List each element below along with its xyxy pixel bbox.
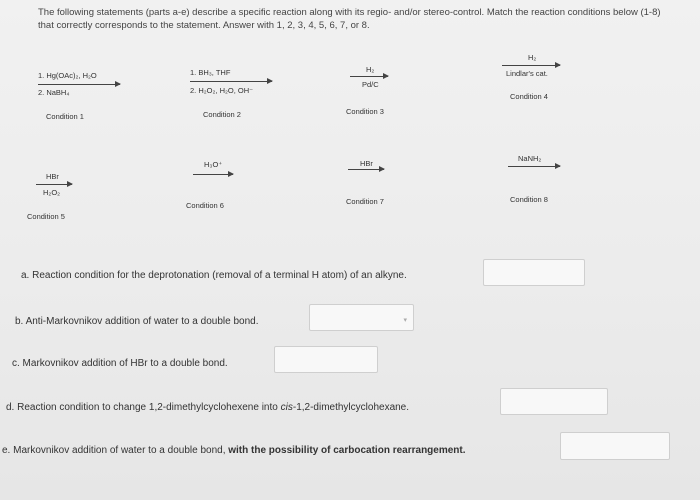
- answer-d-input[interactable]: [500, 388, 608, 415]
- question-d-cis: cis: [280, 402, 293, 413]
- condition-5-reagent-1: HBr: [46, 172, 59, 181]
- condition-3-label: Condition 3: [346, 107, 384, 116]
- condition-4-reagent-2: Lindlar's cat.: [506, 69, 548, 78]
- condition-2-arrow: [190, 81, 272, 82]
- question-b-text: b. Anti-Markovnikov addition of water to a double bond.: [15, 316, 259, 327]
- condition-4-reagent-1: H₂: [528, 53, 537, 62]
- condition-5-label: Condition 5: [27, 212, 65, 221]
- condition-1-label: Condition 1: [46, 112, 84, 121]
- condition-8-reagent-1: NaNH₂: [518, 154, 542, 163]
- condition-2-label: Condition 2: [203, 110, 241, 119]
- condition-3-arrow: [350, 76, 388, 77]
- condition-8-label: Condition 8: [510, 195, 548, 204]
- question-a-text: a. Reaction condition for the deprotonation (removal of a terminal H atom) of an alkyne.: [21, 270, 407, 281]
- question-e-text: [2, 445, 466, 456]
- condition-4-arrow: [502, 65, 560, 66]
- answer-a-input[interactable]: [483, 259, 585, 286]
- condition-6-arrow: [193, 174, 233, 175]
- question-e-part-1: e. Markovnikov addition of water to a double bond,: [2, 445, 229, 456]
- condition-6-reagent-1: H₃O⁺: [204, 160, 223, 169]
- condition-6-label: Condition 6: [186, 201, 224, 210]
- chevron-down-icon: ▾: [403, 317, 407, 324]
- condition-7-arrow: [348, 169, 384, 170]
- condition-3-reagent-1: H₂: [366, 65, 375, 74]
- condition-1-reagent-1: 1. Hg(OAc)₂, H₂O: [38, 71, 97, 80]
- question-d-text: [6, 402, 409, 413]
- answer-b-dropdown[interactable]: [309, 304, 414, 331]
- question-d-part-2: -1,2-dimethylcyclohexane.: [292, 402, 410, 413]
- condition-5-reagent-2: H₂O₂: [43, 188, 61, 197]
- condition-4-label: Condition 4: [510, 92, 548, 101]
- condition-7-reagent-1: HBr: [360, 159, 373, 168]
- condition-2-reagent-1: 1. BH₃, THF: [190, 68, 231, 77]
- question-e-emphasis: with the possibility of carbocation rearrangement.: [228, 445, 466, 456]
- instructions-text: The following statements (parts a-e) describe a specific reaction along with its regio- and/or stereo-control. Match the reaction conditions below (1-8) that correctly corresponds to the statement. Answer with 1, 2, 3, 4, 5, 6, 7, or 8.: [38, 7, 661, 31]
- condition-1-reagent-2: 2. NaBH₄: [38, 88, 70, 97]
- condition-1-arrow: [38, 84, 120, 85]
- condition-7-label: Condition 7: [346, 197, 384, 206]
- condition-8-arrow: [508, 166, 560, 167]
- condition-2-reagent-2: 2. H₂O₂, H₂O, OH⁻: [190, 86, 254, 95]
- question-c-text: c. Markovnikov addition of HBr to a double bond.: [12, 358, 228, 369]
- answer-c-input[interactable]: [274, 346, 378, 373]
- condition-5-arrow: [36, 184, 72, 185]
- condition-3-reagent-2: Pd/C: [362, 80, 379, 89]
- answer-e-input[interactable]: [560, 432, 670, 460]
- question-d-part-1: d. Reaction condition to change 1,2-dimethylcyclohexene into: [6, 402, 281, 413]
